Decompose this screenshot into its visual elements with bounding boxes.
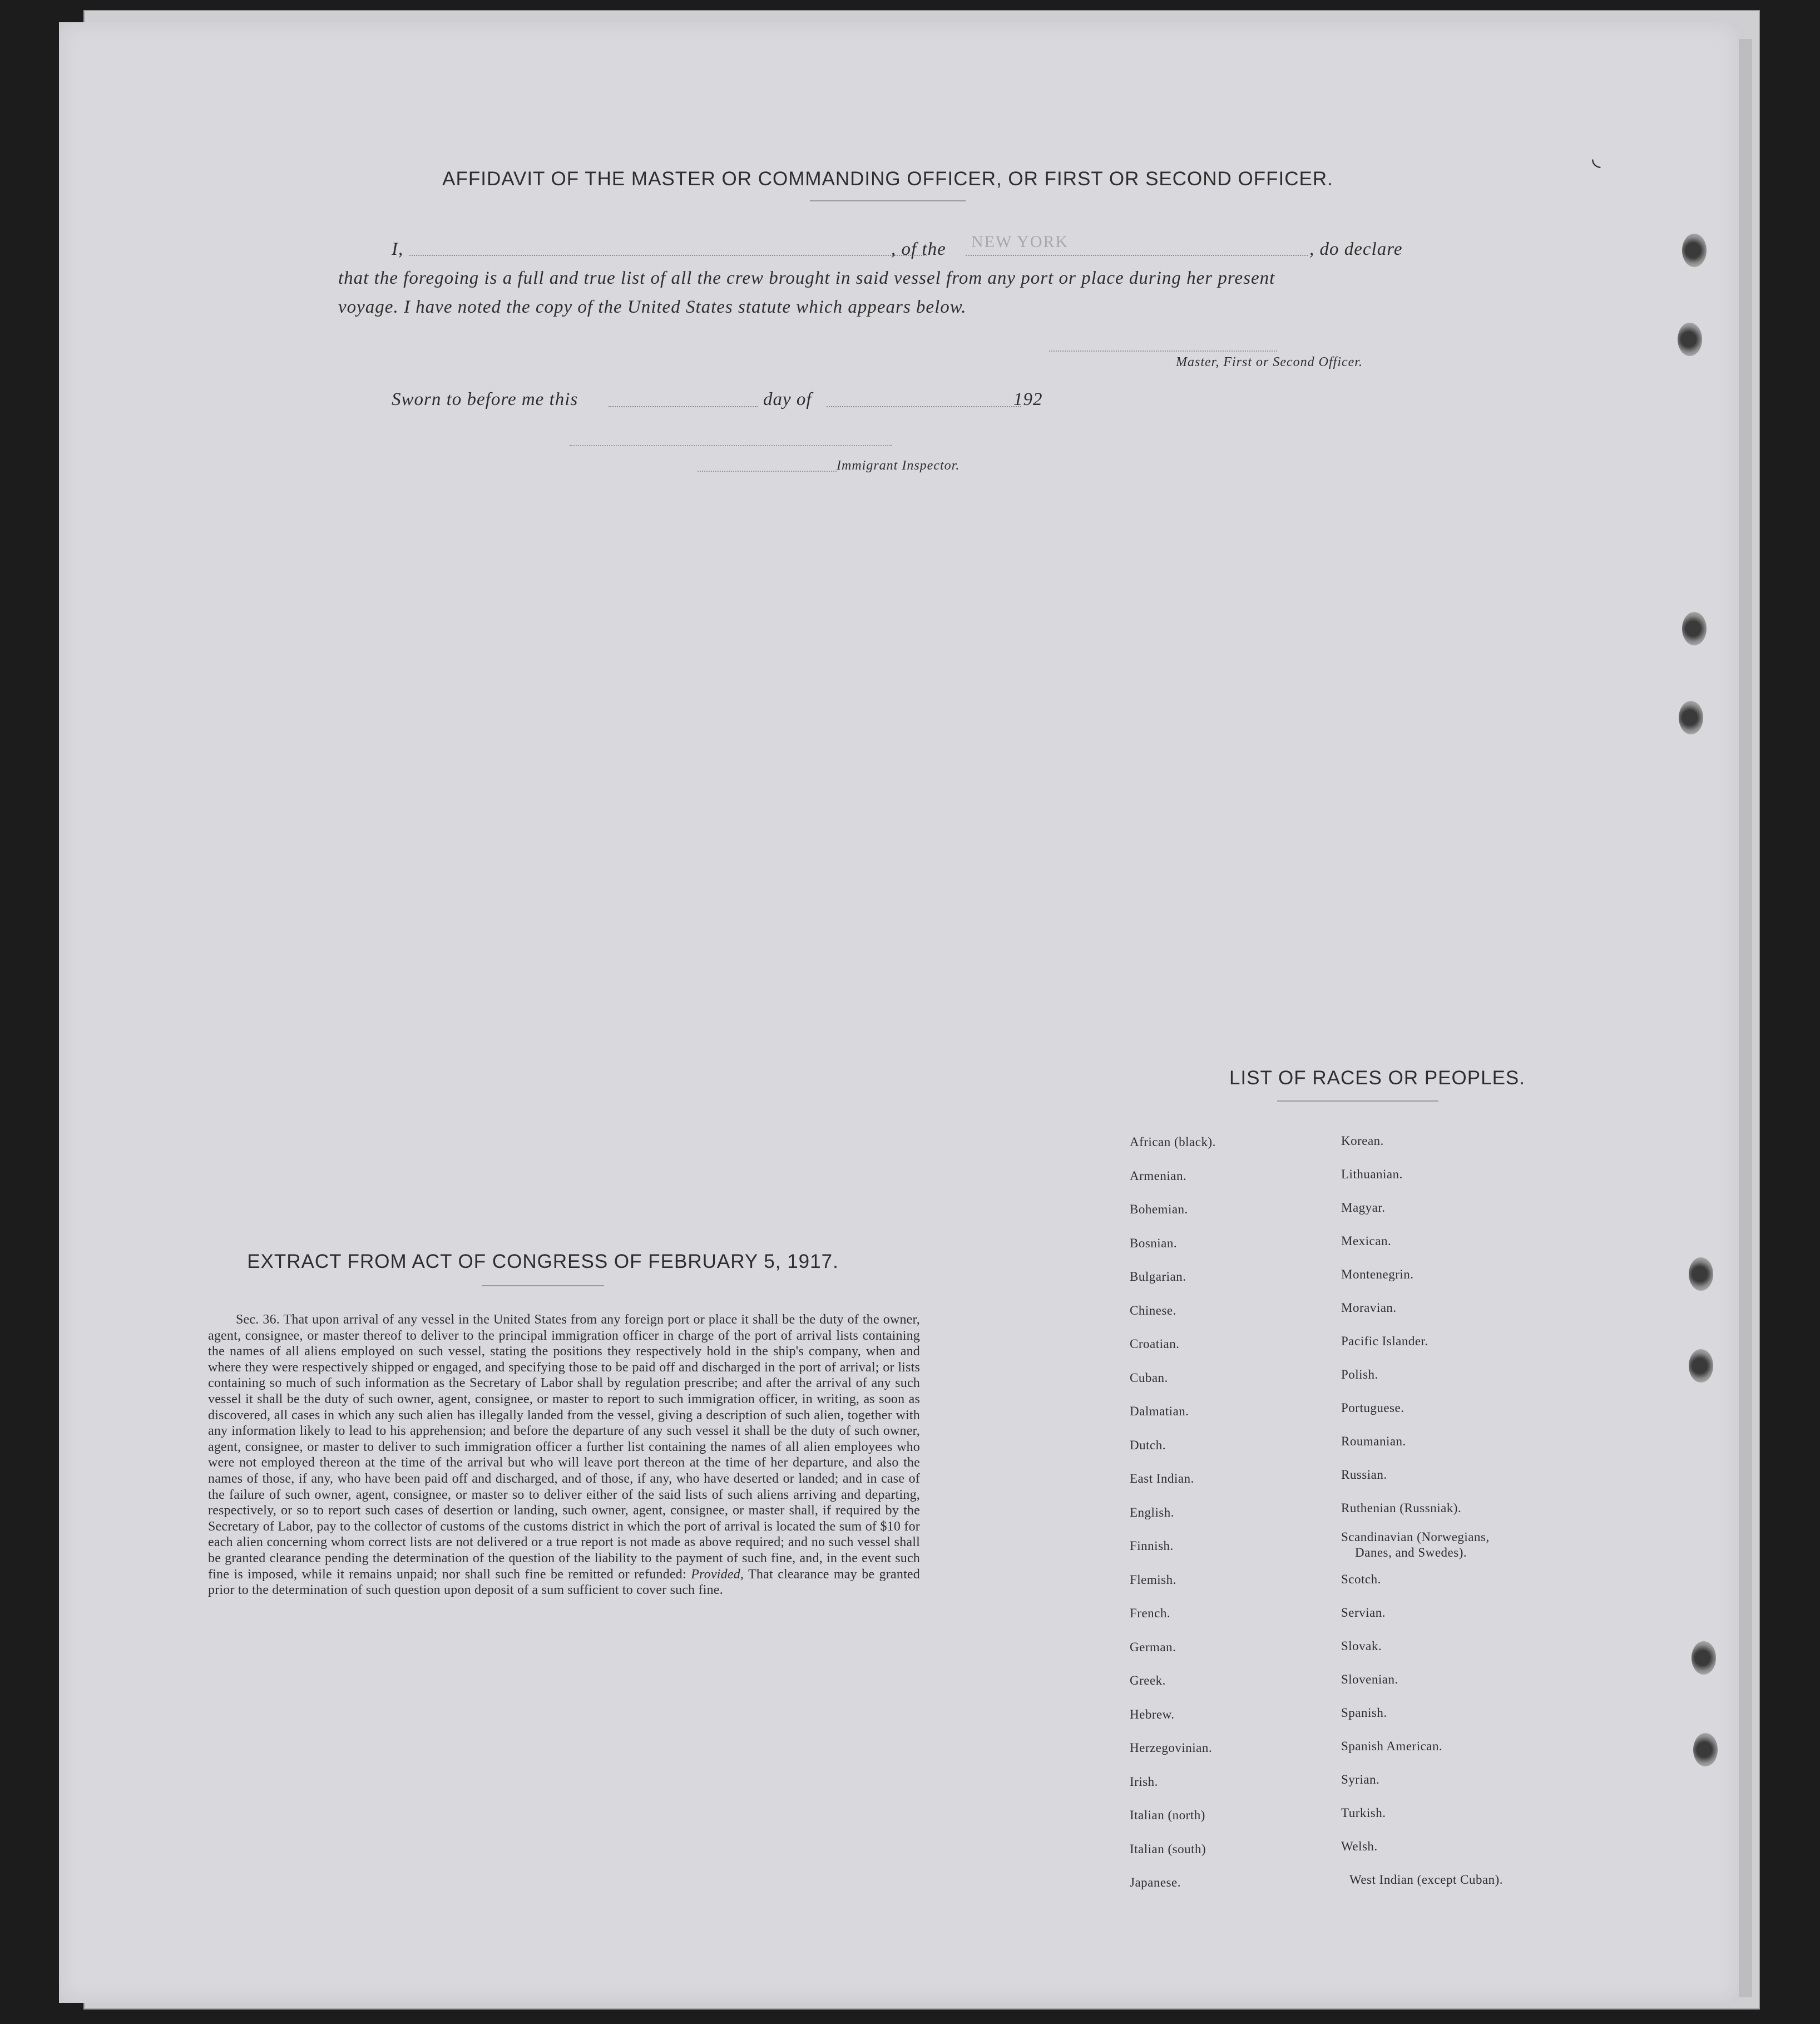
race-item: Roumanian. bbox=[1341, 1434, 1406, 1448]
race-item: Turkish. bbox=[1341, 1806, 1386, 1820]
race-item: Scotch. bbox=[1341, 1572, 1381, 1586]
race-item: Cuban. bbox=[1130, 1371, 1168, 1385]
master-signature-line bbox=[1049, 351, 1277, 352]
race-item: Armenian. bbox=[1130, 1169, 1187, 1183]
affidavit-title-rule bbox=[810, 200, 966, 201]
race-item: Herzegovinian. bbox=[1130, 1741, 1213, 1755]
name-blank-line bbox=[409, 255, 927, 256]
race-item: West Indian (except Cuban). bbox=[1349, 1873, 1504, 1887]
binder-hole bbox=[1693, 1733, 1718, 1766]
extract-title: EXTRACT FROM ACT OF CONGRESS OF FEBRUARY 5, 1917. bbox=[247, 1251, 839, 1272]
binder-hole bbox=[1692, 1641, 1716, 1675]
race-item: Croatian. bbox=[1130, 1337, 1180, 1351]
race-item: Syrian. bbox=[1341, 1773, 1380, 1786]
race-item: Slovenian. bbox=[1341, 1672, 1398, 1686]
binder-hole bbox=[1679, 701, 1703, 734]
race-item: Korean. bbox=[1341, 1134, 1384, 1148]
binder-hole bbox=[1678, 323, 1702, 356]
extract-body bbox=[208, 1312, 920, 1598]
race-item: Dalmatian. bbox=[1130, 1404, 1189, 1418]
affidavit-line1-start: I, bbox=[392, 239, 404, 259]
race-item: East Indian. bbox=[1130, 1472, 1194, 1485]
extract-title-rule bbox=[482, 1285, 604, 1286]
race-item: Hebrew. bbox=[1130, 1707, 1175, 1721]
binder-hole bbox=[1689, 1349, 1713, 1383]
race-item: Spanish. bbox=[1341, 1706, 1387, 1720]
affidavit-line2: that the foregoing is a full and true list of all the crew brought in said vessel from any port or place during her present bbox=[338, 268, 1275, 288]
extract-body-part2: That clearance may be granted prior to the determination of such question upon deposit of a sum sufficient to cover such fine. bbox=[208, 1567, 920, 1598]
race-item: Greek. bbox=[1130, 1673, 1166, 1687]
vessel-blank-line bbox=[966, 255, 1308, 256]
inspector-line bbox=[698, 471, 837, 472]
race-item: German. bbox=[1130, 1640, 1176, 1654]
race-item: Russian. bbox=[1341, 1468, 1387, 1482]
race-item: Chinese. bbox=[1130, 1304, 1176, 1317]
race-item: Servian. bbox=[1341, 1606, 1386, 1620]
inspector-line-top bbox=[570, 445, 892, 446]
sworn-year: 192 bbox=[1013, 389, 1043, 409]
affidavit-line3: voyage. I have noted the copy of the United States statute which appears below. bbox=[338, 297, 967, 317]
section-label: Sec. 36. bbox=[236, 1312, 280, 1327]
sworn-day-line bbox=[609, 406, 758, 407]
race-item: Irish. bbox=[1130, 1775, 1158, 1789]
affidavit-line1-end: , do declare bbox=[1309, 239, 1403, 259]
race-item: Finnish. bbox=[1130, 1539, 1174, 1553]
inspector-label: Immigrant Inspector. bbox=[837, 458, 960, 473]
races-title: LIST OF RACES OR PEOPLES. bbox=[1229, 1067, 1525, 1089]
race-item: Ruthenian (Russniak). bbox=[1341, 1501, 1462, 1515]
sworn-mid: day of bbox=[763, 389, 812, 409]
faint-stamp: NEW YORK bbox=[971, 233, 1069, 251]
race-item: Dutch. bbox=[1130, 1438, 1166, 1452]
race-item: Magyar. bbox=[1341, 1201, 1386, 1215]
race-item: English. bbox=[1130, 1505, 1175, 1519]
race-item: Pacific Islander. bbox=[1341, 1334, 1428, 1348]
race-item: Lithuanian. bbox=[1341, 1167, 1403, 1181]
binder-hole bbox=[1682, 612, 1707, 645]
race-item: French. bbox=[1130, 1606, 1171, 1620]
binder-hole bbox=[1682, 234, 1707, 267]
provided-word: Provided, bbox=[691, 1567, 744, 1582]
affidavit-line1-mid: , of the bbox=[891, 239, 946, 259]
race-item: African (black). bbox=[1130, 1135, 1216, 1149]
document-page bbox=[59, 22, 1739, 2003]
race-item: Spanish American. bbox=[1341, 1739, 1443, 1753]
race-item: Portuguese. bbox=[1341, 1401, 1404, 1415]
affidavit-title: AFFIDAVIT OF THE MASTER OR COMMANDING OFFICER, OR FIRST OR SECOND OFFICER. bbox=[442, 168, 1333, 190]
sworn-start: Sworn to before me this bbox=[392, 389, 578, 409]
race-item: Italian (south) bbox=[1130, 1842, 1206, 1856]
binder-hole bbox=[1689, 1257, 1713, 1291]
race-item: Welsh. bbox=[1341, 1839, 1378, 1853]
race-item: Flemish. bbox=[1130, 1573, 1176, 1587]
race-item: Bohemian. bbox=[1130, 1202, 1188, 1216]
race-item: Slovak. bbox=[1341, 1639, 1382, 1653]
master-label: Master, First or Second Officer. bbox=[1176, 355, 1363, 369]
race-item: Polish. bbox=[1341, 1368, 1378, 1381]
race-item: Italian (north) bbox=[1130, 1808, 1205, 1822]
race-item: Mexican. bbox=[1341, 1234, 1392, 1248]
races-title-rule bbox=[1277, 1100, 1438, 1102]
extract-body-part1: That upon arrival of any vessel in the United States from any foreign port or place it shall be the duty of the owner, agent, consignee, or master thereof to deliver to the principal immigration officer in charge of the port of arrival lists containing the names of all aliens employed on such vessel, stating the positions they respectively hold in the ship's company, when and where they were respectively shipped or engaged, and specifying those to be paid off and discharged in the port of arrival; or lists containing so much of such information as the Secretary of Labor shall by regulation prescribe; and after the arrival of any such vessel it shall be the duty of such owner, agent, consignee, or master to report to such immigration officer, in writing, as soon as discovered, all cases in which any such alien has illegally landed from the vessel, giving a description of such alien, together with any information likely to lead to his apprehension; and before the departure of any such vessel it shall be the duty of such owner, agent, consignee, or master to deliver to such immigration officer a further list containing the names of all alien employees who were not employed thereon at the time of the arrival but who will leave port thereon at the time of her departure, and also the names of those, if any, who have been paid off and discharged, and of those, if any, who have deserted or landed; and in case of the failure of such owner, agent, consignee, or master so to deliver either of the said lists of such aliens arriving and departing, respectively, or so to report such cases of desertion or landing, such owner, agent, consignee, or master shall, if required by the Secretary of Labor, pay to the collector of customs of the customs district in which the port of arrival is located the sum of $10 for each alien concerning whom correct lists are not delivered or a true report is not made as above required; and no such vessel shall be granted clearance pending the determination of the question of the liability to the payment of such fine, and, in the event such fine is imposed, while it remains unpaid; nor shall such fine be remitted or refunded: bbox=[208, 1312, 920, 1582]
scan-mark: ◟ bbox=[1592, 145, 1601, 170]
sworn-month-line bbox=[827, 406, 1021, 407]
race-item: Bulgarian. bbox=[1130, 1270, 1186, 1283]
race-item: Scandinavian (Norwegians, bbox=[1341, 1530, 1490, 1544]
race-item: Danes, and Swedes). bbox=[1355, 1546, 1467, 1559]
race-item: Montenegrin. bbox=[1341, 1267, 1414, 1281]
race-item: Japanese. bbox=[1130, 1875, 1181, 1889]
race-item: Bosnian. bbox=[1130, 1236, 1178, 1250]
race-item: Moravian. bbox=[1341, 1301, 1397, 1315]
